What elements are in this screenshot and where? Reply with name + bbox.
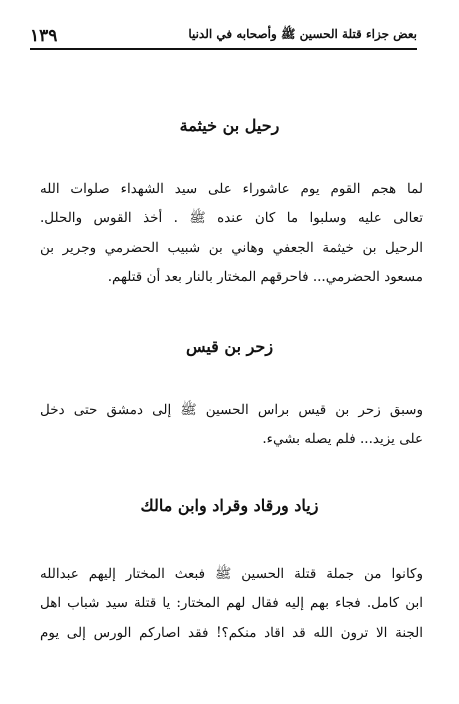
text-line: على يزيد... فلم يصله بشيء. [262, 431, 423, 448]
text-line: ابن كامل. فجاء بهم إليه فقال لهم المختار: يا قتلة سيد شباب اهل [40, 595, 423, 612]
text-line: الجنة الا ترون الله قد اقاد منكم؟! فقد اصاركم الورس إلى يوم [40, 624, 423, 641]
running-header [30, 22, 417, 50]
text-line: مسعود الحضرمي... فاحرقهم المختار بالنار بعد أن قتلهم. [107, 268, 423, 285]
section-paragraph [40, 560, 423, 648]
page-number: ١٣٩ [30, 26, 58, 46]
section-paragraph [40, 175, 423, 292]
text-line: الرحيل بن خيثمة الجعفي وهاني بن شبيب الحضرمي وجرير بن [40, 239, 423, 256]
text-line: لما هجم القوم يوم عاشوراء على سيد الشهداء صلوات الله [40, 181, 423, 197]
section-paragraph [40, 396, 423, 455]
section-title: رحيل بن خيثمة [179, 116, 280, 135]
text-line: وسبق زحر بن قيس براس الحسين ﷺ إلى دمشق حتى دخل [40, 402, 423, 418]
section-title: زحر بن قيس [185, 337, 274, 356]
section-title: زياد ورقاد وقراد وابن مالك [140, 496, 319, 515]
running-title: بعض جزاء قتلة الحسين ﷺ وأصحابه في الدنيا [188, 27, 417, 41]
text-line: وكانوا من جملة قتلة الحسين ﷺ فبعث المختار إليهم عبدالله [40, 566, 423, 582]
text-line: تعالى عليه وسلبوا ما كان عنده ﷺ . أخذ القوس والحلل. [40, 210, 423, 227]
